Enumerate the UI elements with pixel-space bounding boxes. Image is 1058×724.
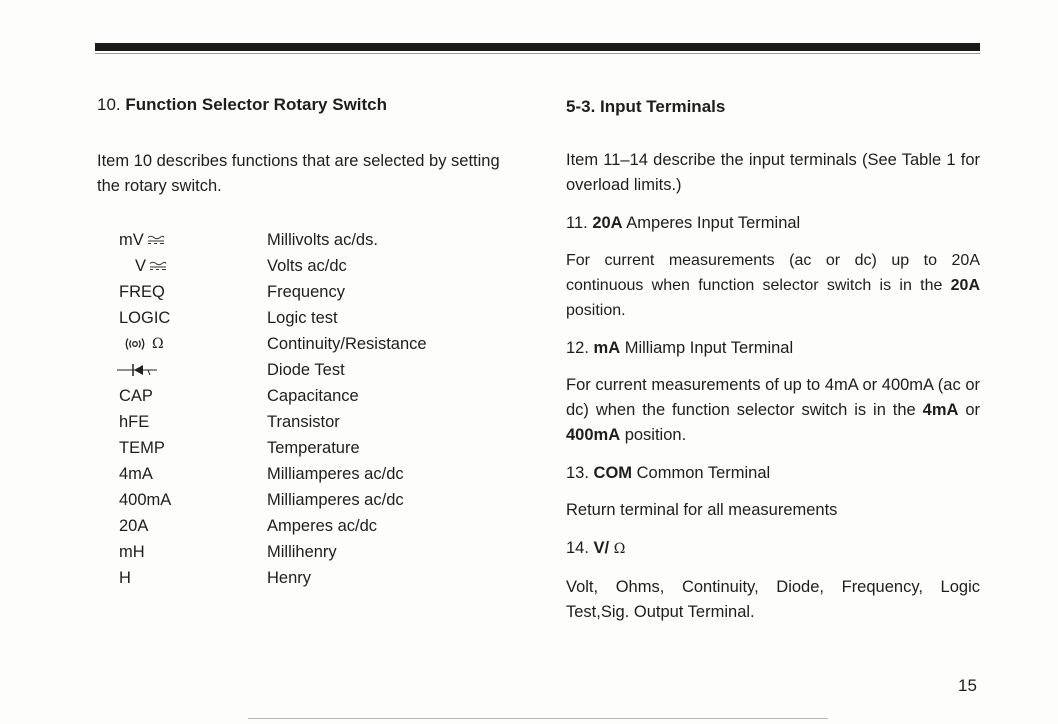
item-12-body: For current measurements of up to 4mA or 400mA (ac or dc) when the function selector switch is in the 4mA or 400mA position. (566, 376, 980, 444)
top-rule (95, 43, 980, 51)
function-description: Temperature (267, 438, 360, 457)
function-description: Diode Test (267, 360, 345, 379)
function-description: Millivolts ac/ds. (267, 230, 378, 249)
function-description: Millihenry (267, 542, 337, 561)
function-row (97, 513, 517, 539)
item-14-heading: 14. V/ Ω (566, 539, 626, 557)
function-symbol: 400mA (119, 490, 172, 509)
function-row (97, 565, 517, 591)
function-description: Transistor (267, 412, 340, 431)
function-row (97, 253, 517, 279)
section-10-intro: Item 10 describes functions that are selected by setting the rotary switch. (97, 152, 500, 195)
ac-dc-icon (149, 261, 167, 271)
function-row (97, 539, 517, 565)
left-column (97, 92, 517, 587)
function-description: Volts ac/dc (267, 256, 347, 275)
function-symbol: Ω (97, 336, 267, 352)
section-10-heading (97, 92, 517, 118)
right-column (566, 93, 980, 625)
function-symbol: hFE (119, 412, 150, 431)
item-14-body: Volt, Ohms, Continuity, Diode, Frequency, Logic Test,Sig. Output Terminal. (566, 578, 980, 621)
function-symbol: TEMP (119, 438, 165, 457)
function-symbol: mV (97, 231, 267, 250)
heading-title: Function Selector Rotary Switch (125, 95, 388, 114)
function-row (97, 409, 517, 435)
function-symbol: 20A (119, 516, 149, 535)
diode-icon (117, 362, 157, 378)
function-description: Logic test (267, 308, 338, 327)
item-13-heading: 13. COM Common Terminal (566, 464, 771, 482)
item-12-heading: 12. mA Milliamp Input Terminal (566, 339, 794, 357)
function-table (97, 227, 517, 591)
item-11-heading: 11. 20A Amperes Input Terminal (566, 214, 801, 232)
section-5-3-intro: Item 11–14 describe the input terminals (See Table 1 for overload limits.) (566, 151, 980, 194)
function-symbol: H (119, 568, 131, 587)
continuity-sound-icon (123, 337, 147, 351)
function-row (97, 461, 517, 487)
item-11-body: For current measurements (ac or dc) up to 20A continuous when function selector switch is in the 20A position. (566, 252, 980, 319)
top-rule-thin (95, 53, 980, 54)
function-description: Frequency (267, 282, 345, 301)
function-row (97, 435, 517, 461)
heading-number: 10. (97, 95, 121, 114)
ac-dc-icon (147, 235, 165, 245)
function-symbol: 4mA (119, 464, 153, 483)
function-description: Milliamperes ac/dc (267, 464, 404, 483)
function-description: Amperes ac/dc (267, 516, 378, 535)
function-row (97, 487, 517, 513)
item-13-body: Return terminal for all measurements (566, 501, 838, 519)
function-description: Capacitance (267, 386, 359, 405)
function-description: Milliamperes ac/dc (267, 490, 404, 509)
function-symbol: LOGIC (119, 308, 171, 327)
function-row (97, 305, 517, 331)
function-description: Henry (267, 568, 312, 587)
function-symbol: FREQ (119, 282, 165, 301)
function-row (97, 331, 517, 357)
bottom-rule (248, 718, 828, 719)
section-5-3-heading: 5-3. Input Terminals (566, 97, 726, 116)
function-description: Continuity/Resistance (267, 334, 427, 353)
function-symbol (97, 362, 267, 378)
function-symbol: CAP (119, 386, 153, 405)
function-symbol: V (97, 257, 267, 276)
page-number: 15 (958, 676, 977, 695)
function-row (97, 227, 517, 253)
function-row (97, 383, 517, 409)
function-row (97, 357, 517, 383)
function-symbol: mH (119, 542, 145, 561)
function-row (97, 279, 517, 305)
